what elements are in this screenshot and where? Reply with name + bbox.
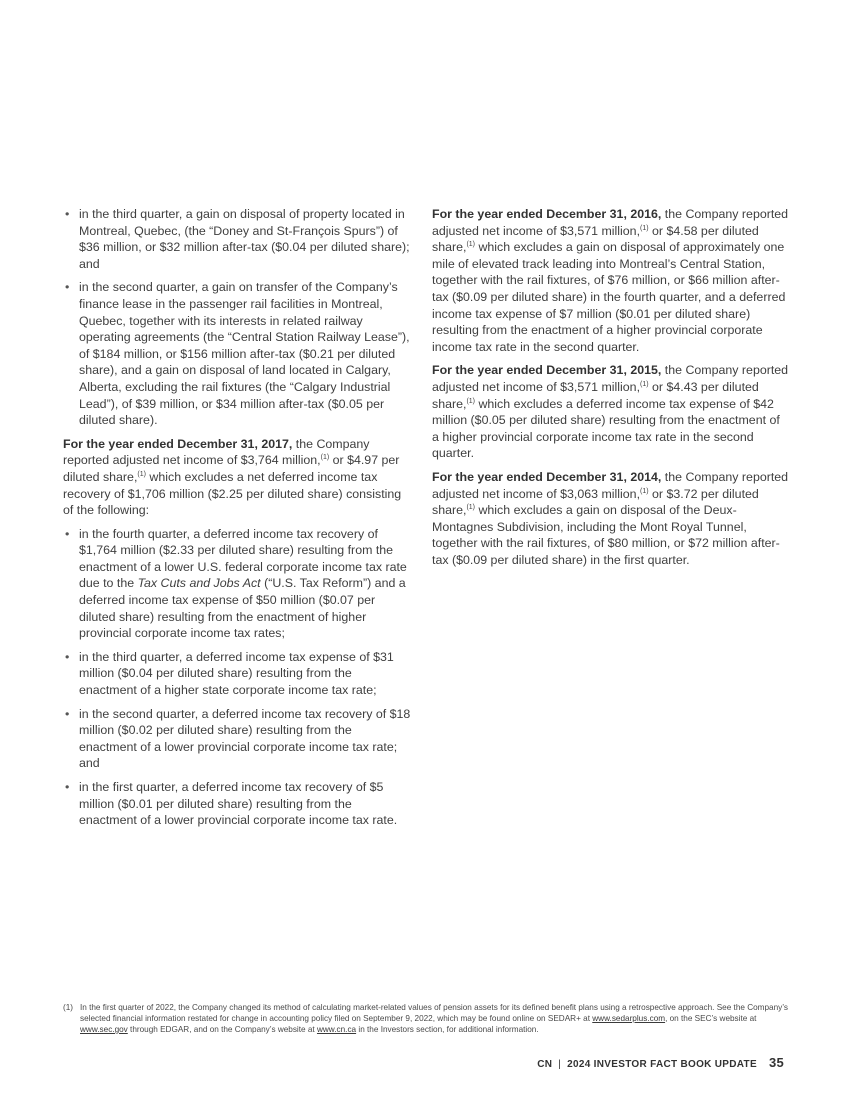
footnote-ref: (1) xyxy=(466,397,475,405)
page-footer xyxy=(537,1055,784,1070)
paragraph-lead: For the year ended December 31, 2015, xyxy=(432,363,662,378)
paragraph-2014 xyxy=(432,469,790,569)
footnote-ref: (1) xyxy=(320,454,330,462)
paragraph-2016 xyxy=(432,206,790,355)
list-item-text: (“U.S. Tax Reform”) and a deferred income tax expense of $50 million ($0.07 per diluted share) resulting from the enactment of higher provincial corporate income tax rates; xyxy=(79,576,406,641)
list-item: • in the second quarter, a gain on transfer of the Company’s finance lease in the passenger rail facilities in Montreal, Quebec, together with its interests in related railway operating agreements (the “Central Station Railway Lease”), of $184 million, or $156 million after-tax ($0.21 per diluted share), and a gain on disposal of land located in Calgary, Alberta, excluding the rail fixtures (the “Calgary Industrial Lead”), of $39 million, or $34 million after-tax ($0.05 per diluted share). xyxy=(63,279,413,428)
paragraph-lead: For the year ended December 31, 2014, xyxy=(432,469,662,484)
footnote-ref: (1) xyxy=(466,504,475,512)
paragraph-lead: For the year ended December 31, 2017, xyxy=(63,436,293,451)
paragraph-text: or $4.58 per diluted share, xyxy=(432,223,759,255)
list-item-text: in the fourth quarter, a deferred income tax recovery of $1,764 million ($2.33 per diluted share) resulting from the enactment of a lower U.S. federal corporate income tax rate due to the xyxy=(79,526,407,591)
paragraph-2015 xyxy=(432,362,790,462)
footnote-text-part: In the first quarter of 2022, the Company changed its method of calculating market-related values of pension assets for its defined benefit plans using a retrospective approach. See the Company’s selected financial information restated for change in accounting policy filed on September 9, 2022, which may be found online on SEDAR+ at xyxy=(80,1003,789,1023)
footnote-ref: (1) xyxy=(640,487,649,495)
paragraph-lead: For the year ended December 31, 2016, xyxy=(432,207,662,221)
paragraph-text: which excludes a gain on disposal of approximately one mile of elevated track leading into Montreal’s Central Station, together with the rail fixtures, of $76 million, or $66 million after-tax ($0.09 per diluted share) in the fourth quarter, and a deferred income tax expense of $7 million ($0.01 per diluted share) resulting from the enactment of a higher provincial corporate income tax rate in the second quarter. xyxy=(432,240,786,354)
list-item: • in the second quarter, a deferred income tax recovery of $18 million ($0.02 per diluted share) resulting from the enactment of a lower provincial corporate income tax rate; and xyxy=(63,706,413,772)
paragraph-2017 xyxy=(63,436,413,519)
paragraph-text: which excludes a net deferred income tax recovery of $1,706 million ($2.25 per diluted share) consisting of the following: xyxy=(63,469,402,518)
bullet-list-2017-items xyxy=(63,526,413,829)
footnote-ref: (1) xyxy=(466,241,475,249)
footnote-ref: (1) xyxy=(640,380,649,388)
page-number: 35 xyxy=(768,1055,784,1070)
cn-website-link[interactable]: www.cn.ca xyxy=(316,1025,357,1034)
footnote-number: (1) xyxy=(63,1003,74,1012)
sec-link[interactable]: www.sec.gov xyxy=(80,1025,128,1034)
footnote-ref: (1) xyxy=(640,224,649,232)
paragraph-text: the Company reported adjusted net income of $3,063 million, xyxy=(432,469,789,501)
sedar-link[interactable]: www.sedarplus.com xyxy=(592,1014,666,1023)
act-title: Tax Cuts and Jobs Act xyxy=(137,576,261,591)
paragraph-text: the Company reported adjusted net income of $3,571 million, xyxy=(432,363,789,394)
footnote xyxy=(63,1002,798,1035)
paragraph-text: the Company reported adjusted net income of $3,764 million, xyxy=(63,436,370,468)
footer-title: 2024 INVESTOR FACT BOOK UPDATE xyxy=(567,1059,757,1070)
footer-brand: CN xyxy=(537,1059,553,1070)
footnote-text-part: in the Investors section, for additional information. xyxy=(356,1025,539,1034)
list-item: • in the first quarter, a deferred income tax recovery of $5 million ($0.01 per diluted share) resulting from the enactment of a lower provincial corporate income tax rate. xyxy=(63,779,413,829)
paragraph-text: or $4.43 per diluted share, xyxy=(432,379,759,411)
list-item xyxy=(63,526,413,642)
list-item: • in the third quarter, a deferred income tax expense of $31 million ($0.04 per diluted share) resulting from the enactment of a higher state corporate income tax rate; xyxy=(63,649,413,699)
paragraph-text: the Company reported adjusted net income of $3,571 million, xyxy=(432,207,789,238)
paragraph-text: or $4.97 per diluted share, xyxy=(63,453,400,484)
list-item: • in the third quarter, a gain on disposal of property located in Montreal, Quebec, (the “Doney and St-François Spurs”) of $36 million, or $32 million after-tax ($0.04 per diluted share); and xyxy=(63,206,413,272)
paragraph-text: which excludes a deferred income tax expense of $42 million ($0.05 per diluted share) resulting from the enactment of a higher provincial corporate income tax rate in the second quarter. xyxy=(432,396,780,461)
bullet-list-2018-gains xyxy=(63,206,413,429)
paragraph-text: or $3.72 per diluted share, xyxy=(432,486,759,518)
footnote-text-part: , on the SEC’s website at xyxy=(665,1014,757,1023)
right-column xyxy=(432,206,790,575)
footnote-ref: (1) xyxy=(137,470,146,478)
footer-separator: | xyxy=(558,1059,562,1070)
paragraph-text: which excludes a gain on disposal of the Deux-Montagnes Subdivision, including the Mont Royal Tunnel, together with the rail fixtures, of $80 million, or $72 million after-tax ($0.09 per diluted share) in the first quarter. xyxy=(432,503,780,567)
left-column xyxy=(63,206,413,836)
footnote-text-part: through EDGAR, and on the Company’s website at xyxy=(127,1025,317,1034)
footnote-text xyxy=(80,1002,798,1035)
